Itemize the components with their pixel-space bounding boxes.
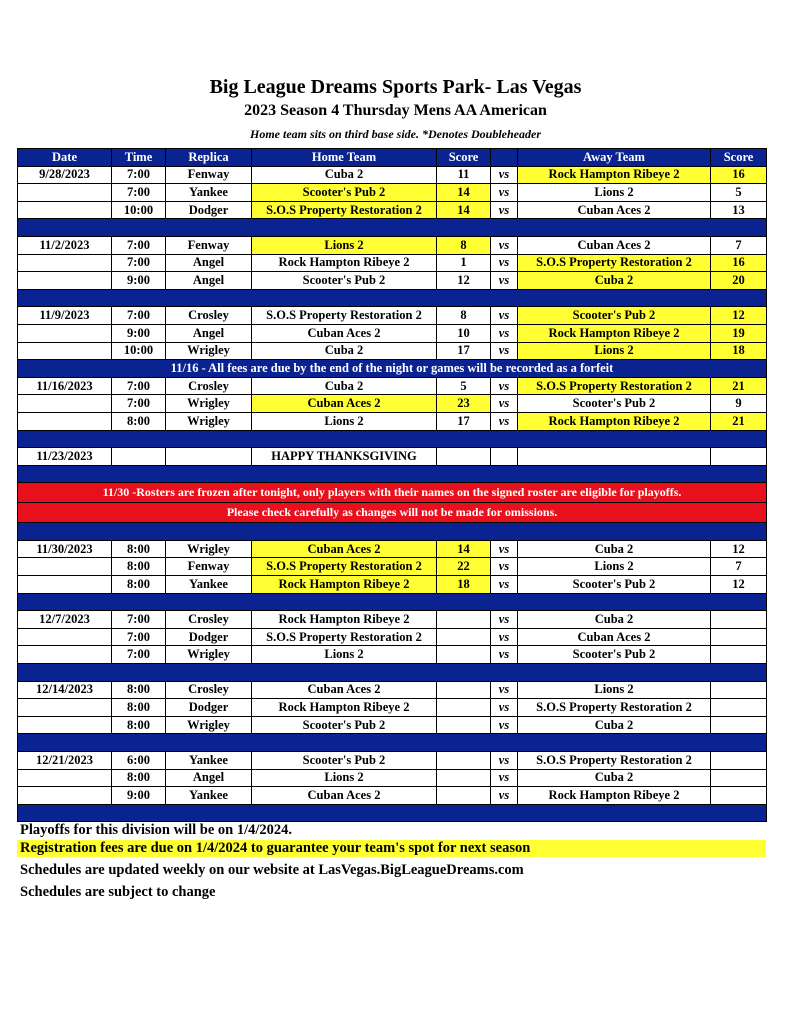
away-score-cell [711,699,767,717]
table-row [18,787,767,805]
away-team-cell: Cuban Aces 2 [518,236,711,254]
home-score-cell [437,769,491,787]
separator-row [18,593,767,611]
separator-cell [18,289,767,307]
notice-text: 11/16 - All fees are due by the end of the night or games will be recorded as a forfeit [18,360,767,378]
date-cell: 12/21/2023 [18,752,112,770]
away-score-cell: 9 [711,395,767,413]
notice-row [18,360,767,378]
replica-cell: Yankee [166,752,252,770]
date-cell [18,628,112,646]
home-team-cell: Scooter's Pub 2 [252,272,437,290]
away-team-cell: Scooter's Pub 2 [518,307,711,325]
time-cell: 6:00 [112,752,166,770]
vs-cell: vs [491,324,518,342]
home-score-cell [437,699,491,717]
home-score-cell [437,448,491,466]
home-score-cell [437,787,491,805]
home-team-cell: Lions 2 [252,646,437,664]
replica-cell: Fenway [166,558,252,576]
time-cell: 8:00 [112,412,166,430]
home-team-cell: Lions 2 [252,769,437,787]
time-cell: 9:00 [112,324,166,342]
away-score-cell [711,646,767,664]
time-cell: 8:00 [112,769,166,787]
separator-cell [18,804,767,822]
column-header-date: Date [18,149,112,167]
home-score-cell [437,646,491,664]
table-row [18,716,767,734]
replica-cell: Fenway [166,236,252,254]
table-row [18,236,767,254]
notice-text: 11/30 -Rosters are frozen after tonight, only players with their names on the signed roster are eligible for playoffs. [18,483,767,503]
away-score-cell [711,628,767,646]
date-cell: 9/28/2023 [18,166,112,184]
replica-cell [166,448,252,466]
away-team-cell: Rock Hampton Ribeye 2 [518,324,711,342]
table-row [18,681,767,699]
date-cell [18,558,112,576]
table-row [18,412,767,430]
vs-cell: vs [491,342,518,360]
vs-cell: vs [491,184,518,202]
away-team-cell: Cuban Aces 2 [518,201,711,219]
home-score-cell: 22 [437,558,491,576]
away-score-cell [711,716,767,734]
away-score-cell: 18 [711,342,767,360]
home-score-cell: 8 [437,236,491,254]
replica-cell: Dodger [166,201,252,219]
time-cell: 7:00 [112,611,166,629]
replica-cell: Dodger [166,628,252,646]
table-row [18,769,767,787]
home-score-cell: 17 [437,342,491,360]
away-score-cell [711,769,767,787]
home-team-cell: Cuba 2 [252,377,437,395]
home-score-cell [437,628,491,646]
home-score-cell [437,611,491,629]
away-team-cell: S.O.S Property Restoration 2 [518,699,711,717]
date-cell [18,716,112,734]
replica-cell: Wrigley [166,646,252,664]
home-score-cell: 11 [437,166,491,184]
away-team-cell: Rock Hampton Ribeye 2 [518,166,711,184]
date-cell: 11/2/2023 [18,236,112,254]
home-score-cell: 23 [437,395,491,413]
page-subtitle: 2023 Season 4 Thursday Mens AA American [244,102,547,119]
vs-cell: vs [491,576,518,594]
home-score-cell: 8 [437,307,491,325]
table-row [18,646,767,664]
vs-cell: vs [491,540,518,558]
time-cell: 8:00 [112,681,166,699]
separator-cell [18,219,767,237]
away-team-cell: Cuba 2 [518,540,711,558]
away-score-cell [711,611,767,629]
away-team-cell: Cuba 2 [518,611,711,629]
replica-cell: Angel [166,769,252,787]
away-score-cell: 21 [711,412,767,430]
date-cell: 12/14/2023 [18,681,112,699]
vs-cell: vs [491,716,518,734]
home-team-cell: S.O.S Property Restoration 2 [252,558,437,576]
replica-cell: Yankee [166,787,252,805]
home-score-cell: 1 [437,254,491,272]
away-team-cell: S.O.S Property Restoration 2 [518,752,711,770]
home-score-cell: 14 [437,184,491,202]
column-header-home-team: Home Team [252,149,437,167]
table-row [18,324,767,342]
replica-cell: Dodger [166,699,252,717]
date-cell [18,201,112,219]
separator-row [18,430,767,448]
away-team-cell: Rock Hampton Ribeye 2 [518,787,711,805]
time-cell: 8:00 [112,558,166,576]
date-cell [18,272,112,290]
date-cell [18,324,112,342]
home-score-cell: 14 [437,540,491,558]
separator-row [18,523,767,541]
vs-cell: vs [491,628,518,646]
column-header-time: Time [112,149,166,167]
column-header-away-score: Score [711,149,767,167]
vs-cell: vs [491,201,518,219]
vs-cell: vs [491,307,518,325]
away-score-cell: 7 [711,236,767,254]
vs-cell: vs [491,681,518,699]
table-row [18,342,767,360]
home-team-cell: Rock Hampton Ribeye 2 [252,254,437,272]
away-score-cell: 16 [711,254,767,272]
table-row [18,628,767,646]
header-note: Home team sits on third base side. *Denotes Doubleheader [250,127,541,141]
separator-row [18,465,767,483]
roster-warning-row [18,483,767,503]
page-title: Big League Dreams Sports Park- Las Vegas [209,76,582,98]
home-score-cell: 12 [437,272,491,290]
away-score-cell: 12 [711,307,767,325]
table-row [18,558,767,576]
separator-cell [18,664,767,682]
home-score-cell: 10 [437,324,491,342]
separator-cell [18,465,767,483]
away-team-cell: Cuba 2 [518,716,711,734]
replica-cell: Wrigley [166,716,252,734]
away-team-cell: S.O.S Property Restoration 2 [518,254,711,272]
vs-cell: vs [491,646,518,664]
date-cell [18,576,112,594]
home-team-cell: Cuban Aces 2 [252,395,437,413]
vs-cell: vs [491,558,518,576]
home-team-cell: Cuba 2 [252,166,437,184]
away-team-cell: Scooter's Pub 2 [518,395,711,413]
home-score-cell: 5 [437,377,491,395]
date-cell [18,342,112,360]
home-team-cell: Lions 2 [252,412,437,430]
away-team-cell [518,448,711,466]
vs-cell [491,448,518,466]
separator-cell [18,593,767,611]
time-cell: 8:00 [112,576,166,594]
home-team-cell: Rock Hampton Ribeye 2 [252,611,437,629]
separator-row [18,734,767,752]
away-score-cell: 21 [711,377,767,395]
replica-cell: Fenway [166,166,252,184]
separator-cell [18,430,767,448]
home-score-cell: 17 [437,412,491,430]
notice-text: Please check carefully as changes will not be made for omissions. [18,503,767,523]
home-team-cell: S.O.S Property Restoration 2 [252,307,437,325]
time-cell: 7:00 [112,395,166,413]
home-score-cell: 14 [437,201,491,219]
replica-cell: Angel [166,272,252,290]
separator-row [18,219,767,237]
replica-cell: Angel [166,254,252,272]
roster-warning-row [18,503,767,523]
time-cell: 7:00 [112,628,166,646]
time-cell: 7:00 [112,646,166,664]
away-team-cell: Cuba 2 [518,769,711,787]
column-header-vs [491,149,518,167]
home-team-cell: Cuban Aces 2 [252,787,437,805]
away-team-cell: S.O.S Property Restoration 2 [518,377,711,395]
away-score-cell: 16 [711,166,767,184]
vs-cell: vs [491,236,518,254]
away-team-cell: Lions 2 [518,558,711,576]
away-team-cell: Scooter's Pub 2 [518,576,711,594]
time-cell: 10:00 [112,342,166,360]
vs-cell: vs [491,272,518,290]
time-cell [112,448,166,466]
date-cell [18,787,112,805]
date-cell [18,769,112,787]
table-row [18,272,767,290]
away-score-cell: 20 [711,272,767,290]
playoffs-note: Playoffs for this division will be on 1/4/2024. [20,822,293,838]
table-row [18,540,767,558]
home-team-cell: S.O.S Property Restoration 2 [252,201,437,219]
table-header-row [18,149,767,167]
time-cell: 7:00 [112,307,166,325]
home-team-cell: Cuban Aces 2 [252,681,437,699]
date-cell [18,184,112,202]
date-cell [18,254,112,272]
website-note: Schedules are updated weekly on our website at LasVegas.BigLeagueDreams.com [20,862,524,878]
away-score-cell [711,681,767,699]
replica-cell: Angel [166,324,252,342]
home-team-cell: HAPPY THANKSGIVING [252,448,437,466]
table-row [18,576,767,594]
separator-row [18,804,767,822]
table-row [18,254,767,272]
date-cell: 11/16/2023 [18,377,112,395]
replica-cell: Wrigley [166,540,252,558]
date-cell [18,412,112,430]
vs-cell: vs [491,699,518,717]
separator-cell [18,523,767,541]
vs-cell: vs [491,395,518,413]
date-cell: 11/23/2023 [18,448,112,466]
time-cell: 7:00 [112,166,166,184]
replica-cell: Crosley [166,377,252,395]
schedule-table [17,148,767,822]
date-cell [18,646,112,664]
home-team-cell: Scooter's Pub 2 [252,752,437,770]
home-team-cell: Rock Hampton Ribeye 2 [252,576,437,594]
home-team-cell: Scooter's Pub 2 [252,716,437,734]
table-row [18,395,767,413]
away-score-cell [711,787,767,805]
time-cell: 8:00 [112,699,166,717]
table-row [18,377,767,395]
table-row [18,184,767,202]
table-row [18,201,767,219]
column-header-replica: Replica [166,149,252,167]
table-row [18,611,767,629]
replica-cell: Wrigley [166,342,252,360]
date-cell: 11/9/2023 [18,307,112,325]
away-score-cell: 5 [711,184,767,202]
home-score-cell [437,681,491,699]
home-score-cell [437,716,491,734]
home-team-cell: Rock Hampton Ribeye 2 [252,699,437,717]
away-team-cell: Cuba 2 [518,272,711,290]
vs-cell: vs [491,787,518,805]
table-row [18,699,767,717]
registration-note: Registration fees are due on 1/4/2024 to guarantee your team's spot for next season [17,840,766,857]
vs-cell: vs [491,752,518,770]
date-cell: 12/7/2023 [18,611,112,629]
time-cell: 7:00 [112,254,166,272]
time-cell: 9:00 [112,787,166,805]
time-cell: 10:00 [112,201,166,219]
time-cell: 7:00 [112,236,166,254]
table-row [18,166,767,184]
home-team-cell: S.O.S Property Restoration 2 [252,628,437,646]
home-score-cell [437,752,491,770]
column-header-home-score: Score [437,149,491,167]
away-team-cell: Lions 2 [518,681,711,699]
away-score-cell: 12 [711,540,767,558]
separator-row [18,289,767,307]
replica-cell: Crosley [166,611,252,629]
home-team-cell: Cuba 2 [252,342,437,360]
table-row [18,448,767,466]
away-team-cell: Lions 2 [518,184,711,202]
date-cell [18,395,112,413]
replica-cell: Wrigley [166,412,252,430]
replica-cell: Crosley [166,681,252,699]
vs-cell: vs [491,769,518,787]
replica-cell: Yankee [166,576,252,594]
home-team-cell: Scooter's Pub 2 [252,184,437,202]
time-cell: 8:00 [112,540,166,558]
away-team-cell: Scooter's Pub 2 [518,646,711,664]
home-team-cell: Cuban Aces 2 [252,324,437,342]
time-cell: 9:00 [112,272,166,290]
away-score-cell [711,752,767,770]
vs-cell: vs [491,377,518,395]
home-score-cell: 18 [437,576,491,594]
replica-cell: Crosley [166,307,252,325]
vs-cell: vs [491,412,518,430]
away-score-cell: 7 [711,558,767,576]
time-cell: 7:00 [112,377,166,395]
time-cell: 8:00 [112,716,166,734]
column-header-away-team: Away Team [518,149,711,167]
away-score-cell [711,448,767,466]
vs-cell: vs [491,166,518,184]
replica-cell: Wrigley [166,395,252,413]
table-row [18,752,767,770]
date-cell: 11/30/2023 [18,540,112,558]
table-row [18,307,767,325]
away-score-cell: 13 [711,201,767,219]
schedule-body [18,166,767,822]
time-cell: 7:00 [112,184,166,202]
separator-row [18,664,767,682]
away-team-cell: Cuban Aces 2 [518,628,711,646]
vs-cell: vs [491,611,518,629]
home-team-cell: Lions 2 [252,236,437,254]
away-score-cell: 12 [711,576,767,594]
subject-to-change-note: Schedules are subject to change [20,884,216,900]
away-team-cell: Lions 2 [518,342,711,360]
separator-cell [18,734,767,752]
replica-cell: Yankee [166,184,252,202]
home-team-cell: Cuban Aces 2 [252,540,437,558]
away-score-cell: 19 [711,324,767,342]
date-cell [18,699,112,717]
vs-cell: vs [491,254,518,272]
away-team-cell: Rock Hampton Ribeye 2 [518,412,711,430]
